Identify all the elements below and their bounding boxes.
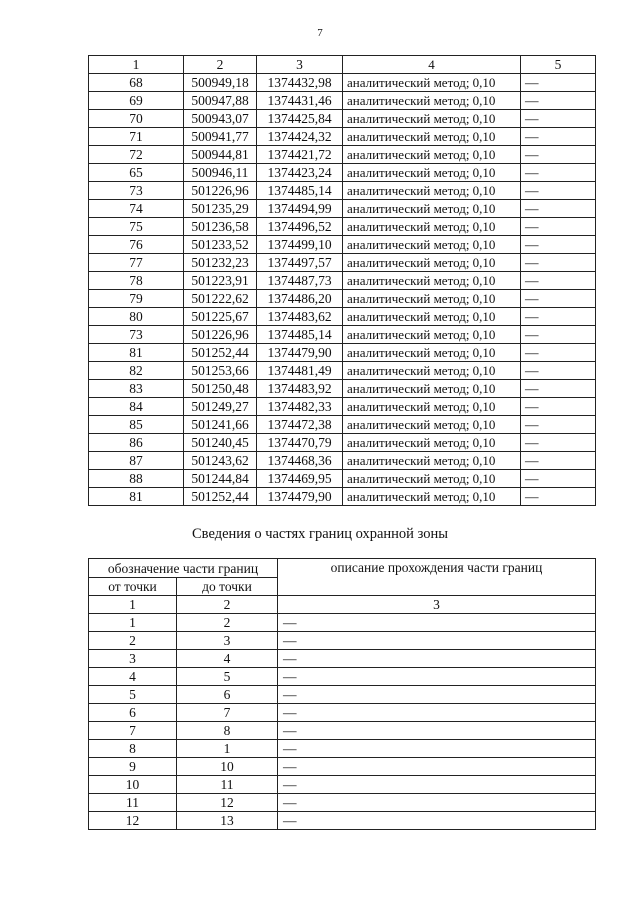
table-cell: —: [278, 614, 596, 632]
table-cell: 501253,66: [184, 362, 257, 380]
table-cell: —: [521, 434, 596, 452]
table-cell: 500946,11: [184, 164, 257, 182]
table-cell: аналитический метод; 0,10: [343, 452, 521, 470]
table-cell: аналитический метод; 0,10: [343, 470, 521, 488]
table-cell: 11: [89, 794, 177, 812]
table-cell: 1374494,99: [257, 200, 343, 218]
table-cell: аналитический метод; 0,10: [343, 362, 521, 380]
table-cell: 501252,44: [184, 488, 257, 506]
table-cell: 4: [89, 668, 177, 686]
table-row: [89, 722, 596, 740]
table-row: [89, 326, 596, 344]
table-cell: —: [521, 470, 596, 488]
table-cell: 73: [89, 182, 184, 200]
table-cell: 1374431,46: [257, 92, 343, 110]
table-cell: —: [278, 632, 596, 650]
table-row: [89, 254, 596, 272]
column-header: 2: [184, 56, 257, 74]
table-cell: 85: [89, 416, 184, 434]
table-cell: 11: [177, 776, 278, 794]
table-cell: 501236,58: [184, 218, 257, 236]
table-cell: аналитический метод; 0,10: [343, 434, 521, 452]
table-cell: 80: [89, 308, 184, 326]
table-row: [89, 344, 596, 362]
table-cell: 8: [89, 740, 177, 758]
column-header: 5: [521, 56, 596, 74]
table-row: [89, 650, 596, 668]
column-number: 1: [89, 596, 177, 614]
column-group-header: обозначение части границ: [89, 559, 278, 578]
table-cell: —: [521, 326, 596, 344]
table-cell: 73: [89, 326, 184, 344]
table-cell: 81: [89, 344, 184, 362]
table-cell: аналитический метод; 0,10: [343, 110, 521, 128]
table-cell: —: [278, 668, 596, 686]
table-cell: 500944,81: [184, 146, 257, 164]
table-cell: 5: [177, 668, 278, 686]
column-header: 1: [89, 56, 184, 74]
table-cell: 72: [89, 146, 184, 164]
table-cell: аналитический метод; 0,10: [343, 92, 521, 110]
table-row: [89, 74, 596, 92]
table-cell: 3: [177, 632, 278, 650]
table-cell: 2: [177, 614, 278, 632]
table-row: [89, 362, 596, 380]
table-cell: 79: [89, 290, 184, 308]
table-cell: аналитический метод; 0,10: [343, 308, 521, 326]
table-cell: —: [521, 380, 596, 398]
table-row: [89, 164, 596, 182]
table-cell: —: [521, 182, 596, 200]
table-cell: 501243,62: [184, 452, 257, 470]
table-cell: 501225,67: [184, 308, 257, 326]
table-row: [89, 470, 596, 488]
table-cell: 1374485,14: [257, 326, 343, 344]
table-cell: 7: [177, 704, 278, 722]
table-cell: 1374424,32: [257, 128, 343, 146]
coordinates-table: [88, 55, 596, 506]
table-cell: 1374497,57: [257, 254, 343, 272]
table-cell: 10: [89, 776, 177, 794]
table-cell: аналитический метод; 0,10: [343, 380, 521, 398]
table-cell: 1374483,92: [257, 380, 343, 398]
column-number: 3: [278, 596, 596, 614]
column-header-to: до точки: [177, 578, 278, 596]
table-cell: 65: [89, 164, 184, 182]
table-cell: 500949,18: [184, 74, 257, 92]
table-cell: 10: [177, 758, 278, 776]
table-cell: 501252,44: [184, 344, 257, 362]
table-cell: —: [521, 128, 596, 146]
table-row: [89, 272, 596, 290]
coordinates-header-row: [89, 56, 596, 74]
table-cell: 82: [89, 362, 184, 380]
table-cell: 501232,23: [184, 254, 257, 272]
table-cell: 12: [177, 794, 278, 812]
table-cell: —: [521, 200, 596, 218]
table-cell: —: [278, 794, 596, 812]
table-cell: —: [521, 488, 596, 506]
table-cell: 6: [89, 704, 177, 722]
table-cell: —: [278, 758, 596, 776]
table-row: [89, 614, 596, 632]
table-cell: —: [278, 812, 596, 830]
table-cell: 1374423,24: [257, 164, 343, 182]
table-row: [89, 452, 596, 470]
table-row: [89, 704, 596, 722]
table-cell: 70: [89, 110, 184, 128]
parts-header-row: [89, 559, 596, 578]
table-cell: —: [521, 398, 596, 416]
table-cell: 68: [89, 74, 184, 92]
table-cell: 1374485,14: [257, 182, 343, 200]
table-cell: аналитический метод; 0,10: [343, 164, 521, 182]
table-cell: аналитический метод; 0,10: [343, 416, 521, 434]
table-cell: аналитический метод; 0,10: [343, 182, 521, 200]
table-cell: —: [521, 362, 596, 380]
table-cell: аналитический метод; 0,10: [343, 398, 521, 416]
table-row: [89, 236, 596, 254]
table-cell: аналитический метод; 0,10: [343, 254, 521, 272]
table-cell: 1374486,20: [257, 290, 343, 308]
table-cell: 75: [89, 218, 184, 236]
parts-number-row: [89, 596, 596, 614]
table-cell: аналитический метод; 0,10: [343, 128, 521, 146]
table-cell: —: [521, 290, 596, 308]
table-cell: 1374425,84: [257, 110, 343, 128]
table-row: [89, 488, 596, 506]
table-row: [89, 110, 596, 128]
table-cell: 13: [177, 812, 278, 830]
table-cell: 1374479,90: [257, 344, 343, 362]
table-cell: —: [521, 92, 596, 110]
table-row: [89, 290, 596, 308]
table-cell: аналитический метод; 0,10: [343, 488, 521, 506]
table-cell: —: [278, 704, 596, 722]
table-cell: 1374479,90: [257, 488, 343, 506]
table-cell: —: [521, 308, 596, 326]
table-cell: 83: [89, 380, 184, 398]
table-cell: 501233,52: [184, 236, 257, 254]
table-cell: 501222,62: [184, 290, 257, 308]
boundary-parts-table: [88, 558, 596, 830]
table-cell: 69: [89, 92, 184, 110]
table-cell: 86: [89, 434, 184, 452]
table-row: [89, 146, 596, 164]
column-header-from: от точки: [89, 578, 177, 596]
table-cell: 501250,48: [184, 380, 257, 398]
table-cell: 1374421,72: [257, 146, 343, 164]
page-number: 7: [317, 27, 323, 39]
table-cell: 501240,45: [184, 434, 257, 452]
table-cell: аналитический метод; 0,10: [343, 236, 521, 254]
column-header: 4: [343, 56, 521, 74]
table-row: [89, 218, 596, 236]
table-cell: 1374487,73: [257, 272, 343, 290]
table-cell: 500947,88: [184, 92, 257, 110]
table-cell: —: [521, 164, 596, 182]
table-cell: аналитический метод; 0,10: [343, 344, 521, 362]
column-header: 3: [257, 56, 343, 74]
table-cell: аналитический метод; 0,10: [343, 146, 521, 164]
table-cell: 1374468,36: [257, 452, 343, 470]
table-cell: 1374496,52: [257, 218, 343, 236]
table-cell: 501226,96: [184, 326, 257, 344]
table-cell: —: [521, 110, 596, 128]
table-cell: 2: [89, 632, 177, 650]
table-cell: —: [278, 776, 596, 794]
table-cell: —: [521, 74, 596, 92]
table-cell: —: [521, 416, 596, 434]
table-cell: 1374482,33: [257, 398, 343, 416]
column-header-description: описание прохождения части границ: [278, 559, 596, 596]
table-cell: 6: [177, 686, 278, 704]
table-cell: —: [521, 452, 596, 470]
table-row: [89, 794, 596, 812]
table-cell: 500941,77: [184, 128, 257, 146]
table-cell: 501249,27: [184, 398, 257, 416]
column-number: 2: [177, 596, 278, 614]
table-cell: аналитический метод; 0,10: [343, 272, 521, 290]
table-row: [89, 398, 596, 416]
table-cell: 77: [89, 254, 184, 272]
table-cell: —: [521, 218, 596, 236]
table-cell: 74: [89, 200, 184, 218]
table-cell: —: [278, 740, 596, 758]
table-cell: аналитический метод; 0,10: [343, 74, 521, 92]
table-cell: 501235,29: [184, 200, 257, 218]
table-cell: —: [521, 236, 596, 254]
table-row: [89, 200, 596, 218]
table-cell: 5: [89, 686, 177, 704]
table-cell: 1374472,38: [257, 416, 343, 434]
table-row: [89, 776, 596, 794]
table-cell: аналитический метод; 0,10: [343, 290, 521, 308]
table-cell: 1374432,98: [257, 74, 343, 92]
table-cell: 87: [89, 452, 184, 470]
table-cell: 7: [89, 722, 177, 740]
table-row: [89, 128, 596, 146]
table-row: [89, 686, 596, 704]
table-cell: аналитический метод; 0,10: [343, 218, 521, 236]
table-cell: 1374499,10: [257, 236, 343, 254]
table-row: [89, 740, 596, 758]
table-row: [89, 182, 596, 200]
table-cell: 501226,96: [184, 182, 257, 200]
table-cell: 3: [89, 650, 177, 668]
table-cell: 1374470,79: [257, 434, 343, 452]
table-row: [89, 434, 596, 452]
table-cell: 76: [89, 236, 184, 254]
table-cell: 1374481,49: [257, 362, 343, 380]
table-row: [89, 668, 596, 686]
table-cell: 1374483,62: [257, 308, 343, 326]
table-cell: —: [278, 722, 596, 740]
table-cell: 1: [177, 740, 278, 758]
table-cell: аналитический метод; 0,10: [343, 200, 521, 218]
table-cell: —: [521, 272, 596, 290]
table-cell: 81: [89, 488, 184, 506]
table-cell: —: [521, 146, 596, 164]
table-cell: 9: [89, 758, 177, 776]
table-cell: 500943,07: [184, 110, 257, 128]
table-cell: 4: [177, 650, 278, 668]
table-row: [89, 416, 596, 434]
table-cell: —: [278, 650, 596, 668]
table-cell: 78: [89, 272, 184, 290]
table-cell: —: [521, 254, 596, 272]
table-cell: 501241,66: [184, 416, 257, 434]
table-row: [89, 92, 596, 110]
table-row: [89, 758, 596, 776]
table-cell: 501244,84: [184, 470, 257, 488]
table-row: [89, 308, 596, 326]
section-title: Сведения о частях границ охранной зоны: [192, 526, 448, 542]
table-cell: 12: [89, 812, 177, 830]
table-cell: 501223,91: [184, 272, 257, 290]
table-row: [89, 812, 596, 830]
table-cell: —: [278, 686, 596, 704]
table-cell: 84: [89, 398, 184, 416]
table-cell: 1: [89, 614, 177, 632]
table-row: [89, 632, 596, 650]
table-row: [89, 380, 596, 398]
table-cell: аналитический метод; 0,10: [343, 326, 521, 344]
table-cell: 88: [89, 470, 184, 488]
table-cell: 71: [89, 128, 184, 146]
table-cell: 1374469,95: [257, 470, 343, 488]
table-cell: —: [521, 344, 596, 362]
table-cell: 8: [177, 722, 278, 740]
